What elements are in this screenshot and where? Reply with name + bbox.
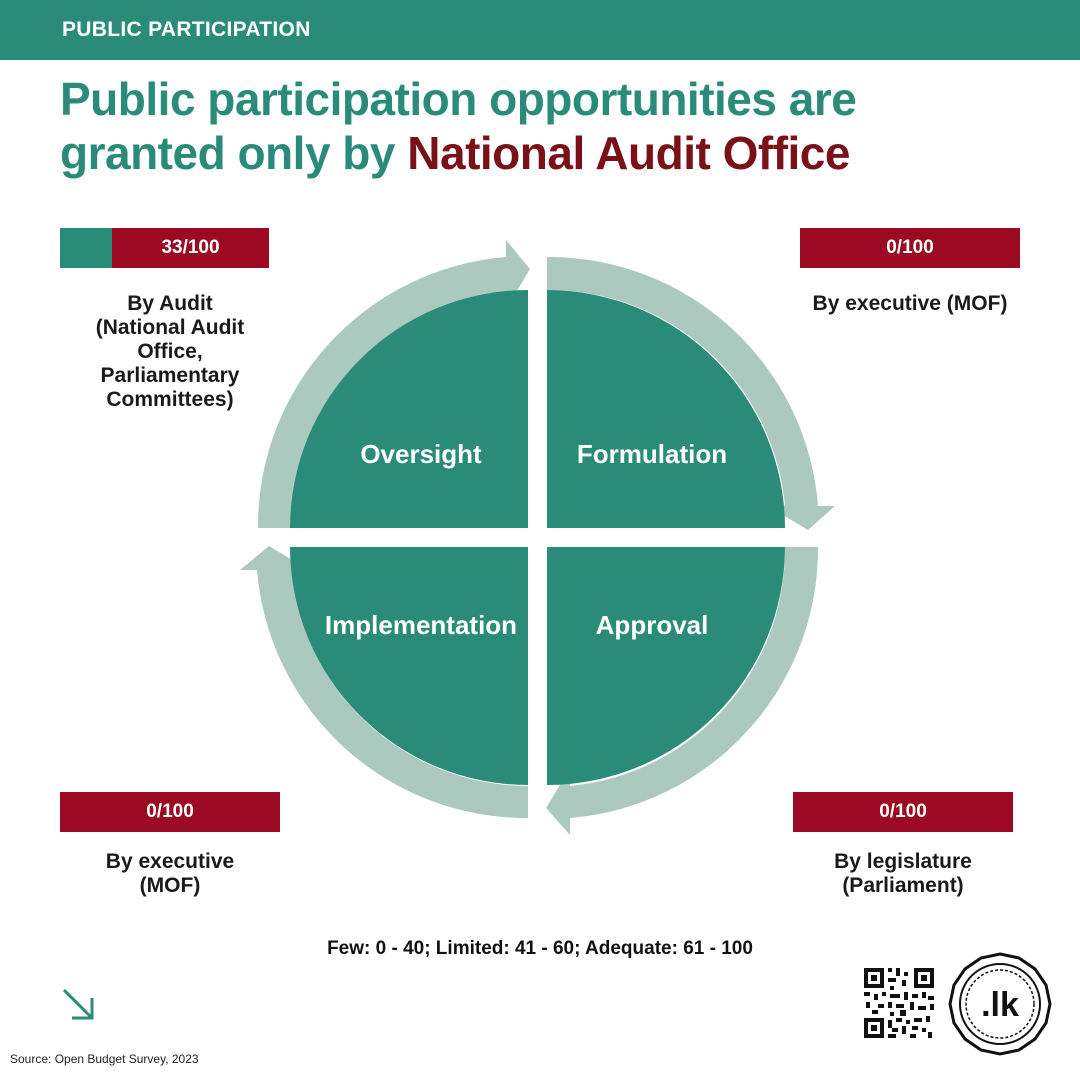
segment-formulation <box>547 290 785 528</box>
logo-text: .lk <box>981 986 1019 1024</box>
lk-logo <box>948 952 1052 1056</box>
title-text: Public participation opportunities are granted only by <box>60 73 857 179</box>
score-value-approval: 0/100 <box>879 801 927 822</box>
caption-implementation: By executive (MOF) <box>105 850 235 897</box>
stage-label-approval: Approval <box>595 610 709 640</box>
stage-label-oversight: Oversight <box>360 439 482 469</box>
segment-approval <box>547 547 785 785</box>
arrow-down-right-icon <box>60 986 96 1022</box>
score-legend: Few: 0 - 40; Limited: 41 - 60; Adequate: 61 - 100 <box>327 938 753 959</box>
segment-oversight <box>290 290 528 528</box>
stage-label-formulation: Formulation <box>576 439 728 469</box>
score-value-formulation: 0/100 <box>886 237 934 258</box>
title-highlight: National Audit Office <box>407 127 850 179</box>
qr-code-icon <box>862 966 936 1040</box>
score-value-oversight: 33/100 <box>161 237 220 258</box>
stage-label-implementation: Implementation <box>324 610 518 640</box>
section-label: PUBLIC PARTICIPATION <box>62 18 311 41</box>
caption-approval: By legislature (Parliament) <box>834 850 972 897</box>
caption-oversight: By Audit (National Audit Office, Parliamentary Committees) <box>95 292 245 411</box>
source-note: Source: Open Budget Survey, 2023 <box>10 1052 199 1066</box>
segment-implementation <box>290 547 528 785</box>
caption-formulation: By executive (MOF) <box>812 292 1008 315</box>
score-value-implementation: 0/100 <box>146 801 194 822</box>
